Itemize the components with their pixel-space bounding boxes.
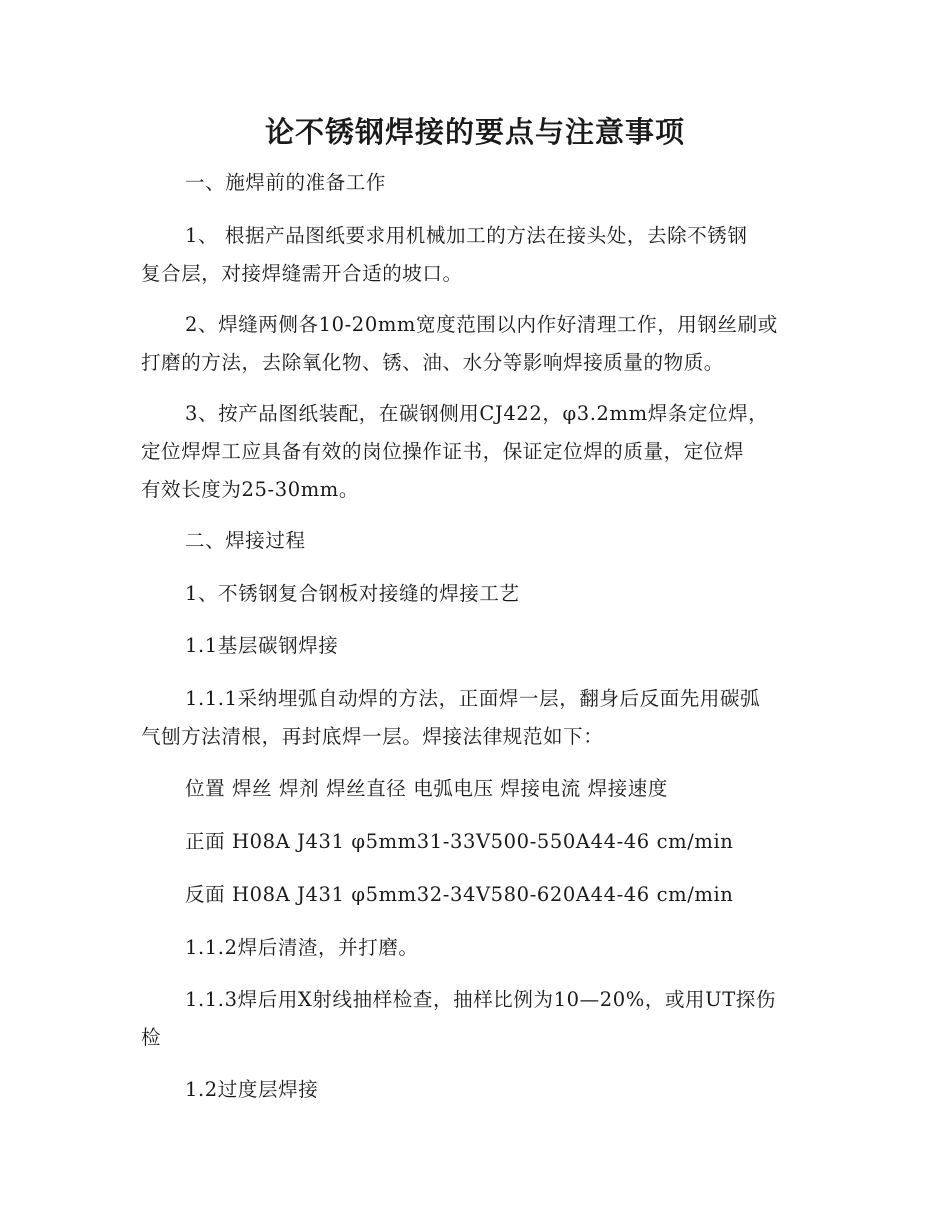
text-line: 定位焊焊工应具备有效的岗位操作证书，保证定位焊的质量，定位焊 — [141, 440, 745, 463]
text-line: 2、焊缝两侧各10-20mm宽度范围以内作好清理工作，用钢丝刷或 — [185, 313, 778, 336]
table-header-line — [141, 770, 813, 808]
text-line: 1.1基层碳钢焊接 — [185, 634, 339, 657]
text-line: 有效长度为25-30mm。 — [141, 478, 359, 501]
table-row-line — [141, 876, 813, 914]
paragraph — [141, 680, 813, 756]
paragraph — [141, 306, 813, 382]
subsection-heading — [141, 1071, 813, 1109]
table-row-line — [141, 823, 813, 861]
paragraph — [141, 395, 813, 509]
text-line: 气刨方法清根，再封底焊一层。焊接法律规范如下： — [141, 725, 604, 748]
subsection-heading — [141, 575, 813, 613]
text-line: 一、施焊前的准备工作 — [185, 171, 387, 194]
subsection-heading — [141, 627, 813, 665]
text-line: 打磨的方法，去除氧化物、锈、油、水分等影响焊接质量的物质。 — [141, 351, 724, 374]
text-line: 1.2过度层焊接 — [185, 1078, 319, 1101]
text-line: 1、不锈钢复合钢板对接缝的焊接工艺 — [185, 582, 520, 605]
section-heading — [141, 164, 813, 202]
text-line: 3、按产品图纸装配，在碳钢侧用CJ422，φ3.2mm焊条定位焊， — [185, 402, 769, 425]
text-line: 1.1.2焊后清渣，并打磨。 — [185, 936, 419, 959]
paragraph — [141, 217, 813, 293]
section-heading — [141, 522, 813, 560]
text-line: 1.1.3焊后用X射线抽样检查，抽样比例为10—20%，或用UT探伤 — [185, 988, 776, 1011]
text-line: 检 — [141, 1026, 162, 1049]
text-line: 位置 焊丝 焊剂 焊丝直径 电弧电压 焊接电流 焊接速度 — [185, 777, 668, 800]
text-line: 正面 H08A J431 φ5mm31-33V500-550A44-46 cm/min — [185, 830, 734, 853]
text-line: 复合层，对接焊缝需开合适的坡口。 — [141, 262, 463, 285]
text-line: 二、焊接过程 — [185, 529, 306, 552]
document-title: 论不锈钢焊接的要点与注意事项 — [264, 115, 685, 149]
text-line: 1.1.1采纳埋弧自动焊的方法，正面焊一层，翻身后反面先用碳弧 — [185, 687, 761, 710]
paragraph — [141, 929, 813, 967]
text-line: 1、 根据产品图纸要求用机械加工的方法在接头处，去除不锈钢 — [185, 224, 748, 247]
text-line: 反面 H08A J431 φ5mm32-34V580-620A44-46 cm/min — [185, 883, 734, 906]
paragraph — [141, 981, 813, 1057]
